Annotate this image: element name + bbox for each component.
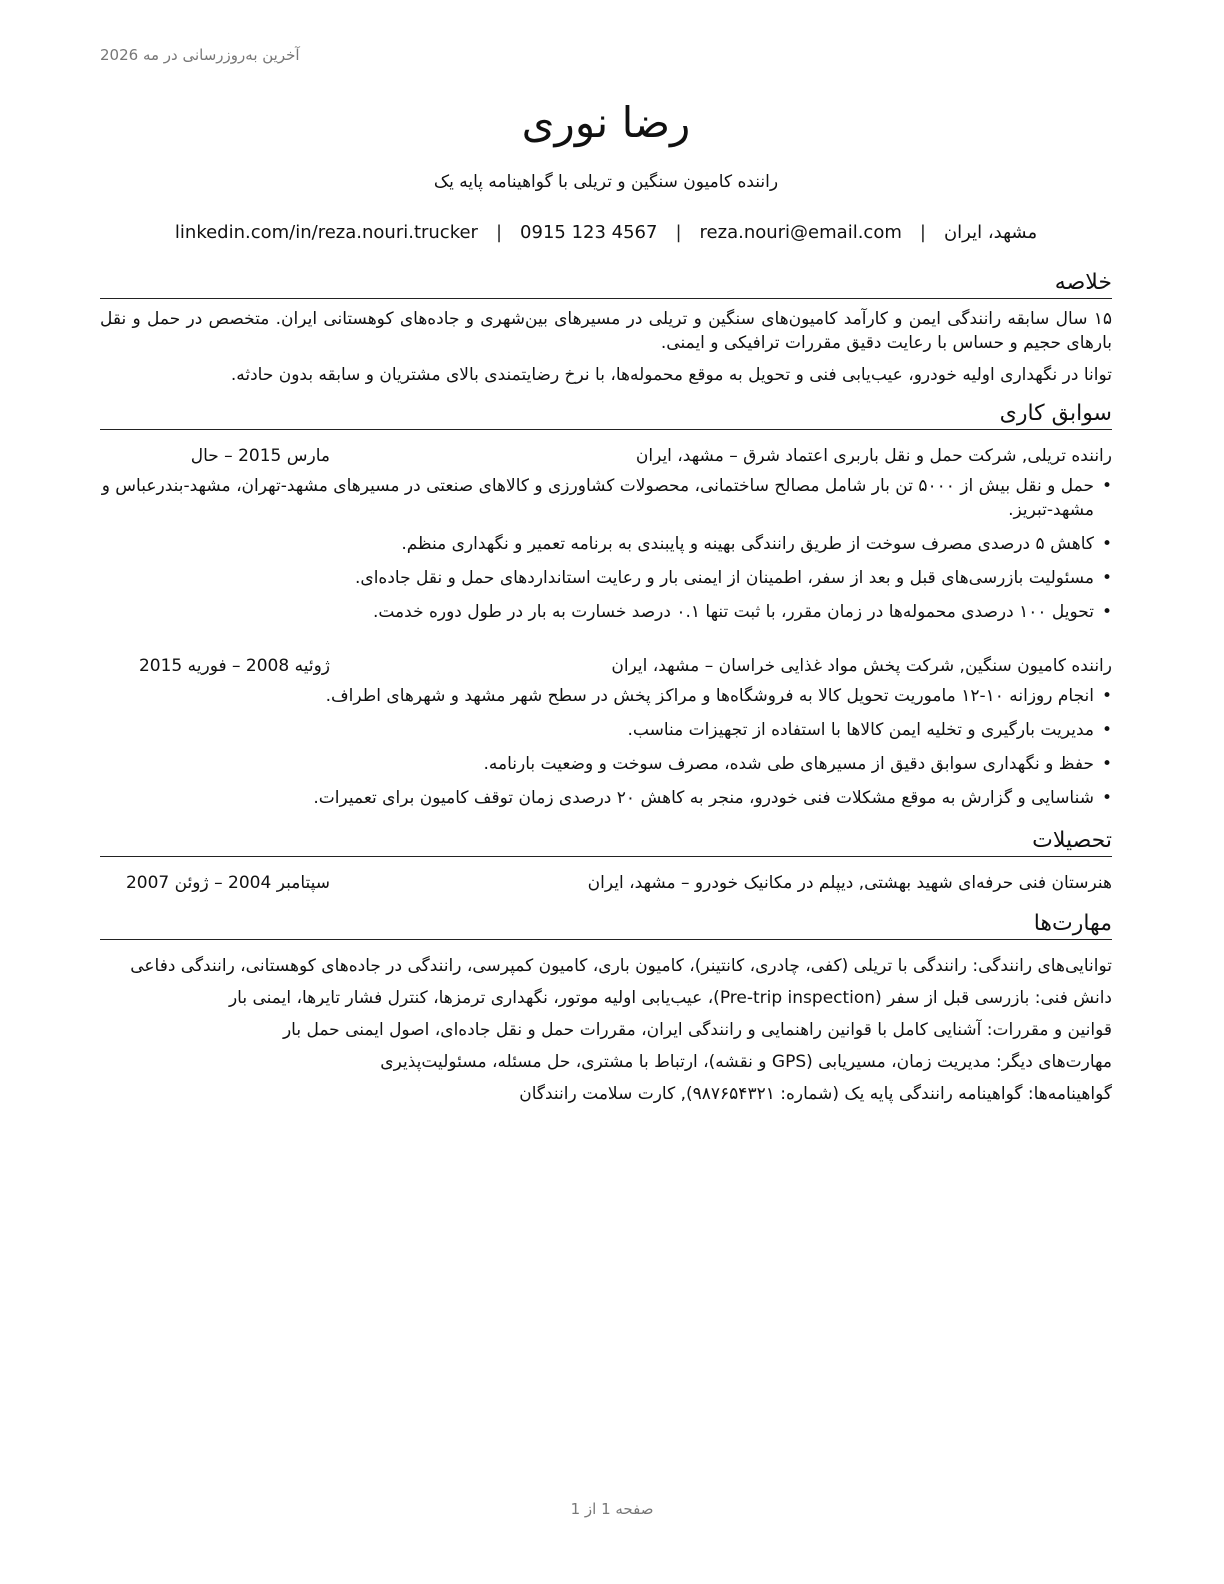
contact-line xyxy=(100,220,1112,246)
skill-item: گواهینامه‌ها: گواهینامه رانندگی پایه یک (شماره: ۹۸۷۶۵۴۳۲۱), کارت سلامت رانندگان xyxy=(519,1084,1112,1104)
summary-paragraph: توانا در نگهداری اولیه خودرو، عیب‌یابی فنی و تحویل به موقع محموله‌ها، با نرخ رضایتمندی بالای مشتریان و سابقه بدون حادثه. xyxy=(230,365,1112,385)
contact-location: مشهد، ایران xyxy=(943,222,1038,243)
job-bullet-text: مدیریت بارگیری و تخلیه ایمن کالاها با استفاده از تجهیزات مناسب. xyxy=(627,720,1094,740)
job-bullet xyxy=(100,786,1112,810)
bullet-glyph: • xyxy=(1101,476,1112,496)
resume-content xyxy=(100,90,1112,1106)
bullet-glyph: • xyxy=(1101,534,1112,554)
section-title-education: تحصیلات xyxy=(100,826,1112,857)
job-dates: مارس 2015 – حال xyxy=(190,446,330,466)
job-entry xyxy=(100,444,1112,624)
job-bullet-text: تحویل ۱۰۰ درصدی محموله‌ها در زمان مقرر، با ثبت تنها ۰.۱ درصد خسارت به بار در طول دوره خدمت. xyxy=(372,602,1094,622)
job-header xyxy=(100,654,1112,678)
job-bullets xyxy=(100,684,1112,810)
contact-separator: | xyxy=(675,222,682,243)
job-title: راننده تریلی, شرکت حمل و نقل باربری اعتماد شرق – مشهد، ایران xyxy=(635,446,1112,466)
candidate-headline: راننده کامیون سنگین و تریلی با گواهینامه پایه یک xyxy=(433,172,779,192)
job-entry xyxy=(100,654,1112,810)
education-dates: سپتامبر 2004 – ژوئن 2007 xyxy=(125,873,330,893)
education-entry xyxy=(100,871,1112,895)
bullet-glyph: • xyxy=(1101,754,1112,774)
job-bullet xyxy=(100,600,1112,624)
bullet-glyph: • xyxy=(1101,568,1112,588)
bullet-glyph: • xyxy=(1101,602,1112,622)
section-title-experience: سوابق کاری xyxy=(100,399,1112,430)
section-title-summary: خلاصه xyxy=(100,268,1112,299)
contact-separator: | xyxy=(495,222,503,243)
job-bullet xyxy=(100,718,1112,742)
bullet-glyph: • xyxy=(1101,788,1112,808)
job-bullet xyxy=(100,532,1112,556)
job-bullet xyxy=(100,752,1112,776)
job-header xyxy=(100,444,1112,468)
page-number-footer: صفحه 1 از 1 xyxy=(570,1500,654,1518)
education-school: هنرستان فنی حرفه‌ای شهید بهشتی, دیپلم در مکانیک خودرو – مشهد، ایران xyxy=(587,873,1112,893)
contact-email[interactable]: reza.nouri@email.com xyxy=(699,222,902,243)
job-bullet-text: حفظ و نگهداری سوابق دقیق از مسیرهای طی شده، مصرف سوخت و وضعیت بارنامه. xyxy=(483,754,1094,774)
skill-item: دانش فنی: بازرسی قبل از سفر (Pre-trip inspection)، عیب‌یابی اولیه موتور، نگهداری ترمزها، کنترل فشار تایرها، ایمنی بار xyxy=(228,988,1112,1008)
job-dates: ژوئیه 2008 – فوریه 2015 xyxy=(138,656,330,676)
job-bullets xyxy=(100,474,1112,624)
bullet-glyph: • xyxy=(1101,686,1112,706)
job-title: راننده کامیون سنگین, شرکت پخش مواد غذایی خراسان – مشهد، ایران xyxy=(611,656,1112,676)
last-updated-note: آخرین به‌روزرسانی در مه 2026 xyxy=(100,46,300,64)
candidate-name: رضا نوری xyxy=(521,98,691,147)
skill-item: مهارت‌های دیگر: مدیریت زمان، مسیریابی (GPS و نقشه)، ارتباط با مشتری، حل مسئله، مسئولیت‌پذیری xyxy=(380,1052,1112,1072)
experience-section xyxy=(100,399,1112,810)
job-bullet-text: شناسایی و گزارش به موقع مشکلات فنی خودرو، منجر به کاهش ۲۰ درصدی زمان توقف کامیون برای تعمیرات. xyxy=(313,788,1094,808)
section-title-skills: مهارت‌ها xyxy=(100,909,1112,940)
job-bullet xyxy=(100,684,1112,708)
contact-separator: | xyxy=(919,222,926,243)
job-bullet-text: مسئولیت بازرسی‌های قبل و بعد از سفر، اطمینان از ایمنی بار و رعایت استانداردهای حمل و نقل جاده‌ای. xyxy=(354,568,1094,588)
summary-paragraph: ۱۵ سال سابقه رانندگی ایمن و کارآمد کامیون‌های سنگین و تریلی در مسیرهای بین‌شهری و جاده‌های کوهستانی ایران. متخصص در حمل و نقل بارهای حجیم و حساس با رعایت دقیق مقررات ترافیکی و ایمنی. xyxy=(100,309,1112,353)
bullet-glyph: • xyxy=(1101,720,1112,740)
job-bullet xyxy=(100,474,1112,522)
contact-phone[interactable]: 0915 123 4567 xyxy=(520,222,658,243)
job-bullet-text: کاهش ۵ درصدی مصرف سوخت از طریق رانندگی بهینه و پایبندی به برنامه تعمیر و نگهداری منظم. xyxy=(401,534,1094,554)
skills-section xyxy=(100,909,1112,1106)
skill-item: قوانین و مقررات: آشنایی کامل با قوانین راهنمایی و رانندگی ایران، مقررات حمل و نقل جاده‌ای، اصول ایمنی حمل بار xyxy=(282,1020,1112,1040)
job-bullet-text: انجام روزانه ۱۰-۱۲ ماموریت تحویل کالا به فروشگاه‌ها و مراکز پخش در سطح شهر مشهد و شهرهای اطراف. xyxy=(325,686,1094,706)
job-bullet xyxy=(100,566,1112,590)
skill-item: توانایی‌های رانندگی: رانندگی با تریلی (کفی، چادری، کانتینر)، کامیون باری، کامیون کمپرسی، رانندگی در جاده‌های کوهستانی، رانندگی دفاعی xyxy=(130,956,1112,976)
job-bullet-text: حمل و نقل بیش از ۵۰۰۰ تن بار شامل مصالح ساختمانی، محصولات کشاورزی و کالاهای صنعتی در مسیرهای مشهد-تهران، مشهد-بندرعباس و مشهد-تبریز. xyxy=(101,476,1094,520)
summary-section xyxy=(100,268,1112,387)
education-section xyxy=(100,826,1112,895)
contact-linkedin[interactable]: linkedin.com/in/reza.nouri.trucker xyxy=(174,222,478,243)
